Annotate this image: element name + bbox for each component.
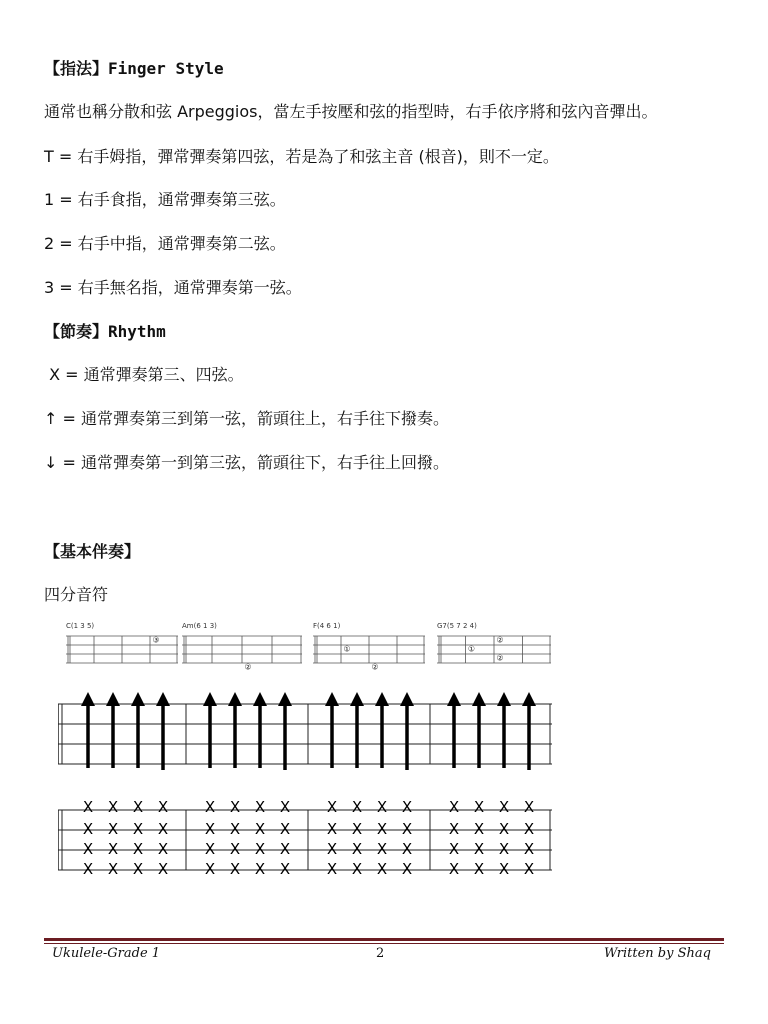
chord-diagram-f [313,618,425,674]
x-symbol: X [523,840,535,858]
x-symbol: X [229,798,241,816]
chord-name: F(4 6 1) [313,622,341,630]
x-symbol: X [401,860,413,878]
rhythm-heading [44,319,166,342]
page-number: 2 [376,946,385,961]
basic-accompaniment-heading: 【基本伴奏】 [44,542,141,561]
x-rhythm-staff [58,798,552,878]
x-symbol: X [157,820,169,838]
rhythm-title-zh: 【節奏】 [44,322,109,341]
chord-name: Am(6 1 3) [182,622,217,630]
quarter-note-label: 四分音符 [44,585,109,604]
strum-arrow-head [472,692,486,706]
x-symbol: X [326,840,338,858]
x-symbol: X [326,820,338,838]
x-symbol: X [204,798,216,816]
x-symbol: X [132,820,144,838]
x-symbol: X [254,860,266,878]
finger-marker: ① [467,644,476,654]
finger-marker: ② [371,662,379,672]
x-symbol: X [448,840,460,858]
strum-svg [58,690,552,772]
chord-svg [182,618,302,674]
x-symbol: X [132,860,144,878]
finger-item-middle: 2 = 右手中指，通常彈奏第二弦。 [44,234,286,253]
x-symbol: X [523,860,535,878]
x-symbol: X [351,860,363,878]
x-symbol: X [229,860,241,878]
finger-marker: ③ [152,635,160,645]
x-symbol: X [204,820,216,838]
x-symbol: X [82,820,94,838]
finger-marker: ② [496,653,504,663]
strum-arrow-head [228,692,242,706]
finger-item-thumb: T = 右手姆指，彈常彈奏第四弦，若是為了和弦主音 (根音)，則不一定。 [44,147,559,166]
x-symbol: X [523,798,535,816]
x-symbol: X [204,840,216,858]
strum-arrow-head [203,692,217,706]
x-staff-svg [58,798,552,878]
x-symbol: X [157,798,169,816]
x-symbol: X [107,860,119,878]
chord-svg [437,618,551,674]
x-symbol: X [448,860,460,878]
finger-style-description: 通常也稱分散和弦 Arpeggios，當左手按壓和弦的指型時，右手依序將和弦內音彈出。 [44,102,658,121]
strum-arrow-head [400,692,414,706]
x-symbol: X [473,798,485,816]
x-symbol: X [401,798,413,816]
x-symbol: X [326,860,338,878]
strum-arrow-head [131,692,145,706]
x-symbol: X [157,860,169,878]
x-symbol: X [229,840,241,858]
x-symbol: X [254,820,266,838]
chord-diagram-c [66,618,178,674]
x-symbol: X [498,840,510,858]
strum-arrow-head [156,692,170,706]
chord-name: C(1 3 5) [66,622,95,630]
x-symbol: X [448,798,460,816]
finger-marker: ① [343,644,351,654]
x-symbol: X [279,798,291,816]
finger-marker: ② [244,662,252,672]
footer-author: Written by Shaq [604,946,711,961]
rhythm-item-up: ↑ = 通常彈奏第三到第一弦，箭頭往上，右手往下撥奏。 [44,409,449,428]
x-symbol: X [132,840,144,858]
x-symbol: X [401,820,413,838]
x-symbol: X [107,820,119,838]
x-symbol: X [204,860,216,878]
strum-arrow-staff [58,690,552,772]
x-symbol: X [448,820,460,838]
chord-diagram-am [182,618,302,674]
finger-style-title-en: Finger Style [108,59,224,78]
strum-arrow-head [106,692,120,706]
rhythm-item-down: ↓ = 通常彈奏第一到第三弦，箭頭往下，右手往上回撥。 [44,453,449,472]
strum-arrow-head [375,692,389,706]
strum-arrow-head [253,692,267,706]
x-symbol: X [473,860,485,878]
rhythm-title-en: Rhythm [108,322,166,341]
finger-marker: ② [496,635,504,645]
x-symbol: X [132,798,144,816]
x-symbol: X [351,840,363,858]
chord-svg [66,618,178,674]
strum-arrow-head [81,692,95,706]
x-symbol: X [498,798,510,816]
x-symbol: X [523,820,535,838]
x-symbol: X [82,798,94,816]
x-symbol: X [279,820,291,838]
strum-arrow-head [325,692,339,706]
x-symbol: X [279,860,291,878]
chord-diagram-g7 [437,618,551,674]
x-symbol: X [376,860,388,878]
strum-arrow-head [278,692,292,706]
x-symbol: X [376,840,388,858]
x-symbol: X [82,860,94,878]
x-symbol: X [279,840,291,858]
finger-style-heading [44,56,224,79]
x-symbol: X [473,820,485,838]
strum-arrow-head [350,692,364,706]
finger-item-index: 1 = 右手食指，通常彈奏第三弦。 [44,190,286,209]
x-symbol: X [82,840,94,858]
footer-bar-thin [44,943,724,944]
x-symbol: X [498,860,510,878]
x-symbol: X [376,820,388,838]
chord-name: G7(5 7 2 4) [437,622,477,630]
x-symbol: X [107,840,119,858]
x-symbol: X [498,820,510,838]
rhythm-item-x: X = 通常彈奏第三、四弦。 [44,365,244,384]
footer-left-title: Ukulele-Grade 1 [52,946,161,961]
chord-svg [313,618,425,674]
x-symbol: X [326,798,338,816]
strum-arrow-head [522,692,536,706]
footer-bar-thick [44,938,724,941]
x-symbol: X [157,840,169,858]
x-symbol: X [473,840,485,858]
x-symbol: X [254,798,266,816]
x-symbol: X [351,820,363,838]
strum-arrow-head [497,692,511,706]
x-symbol: X [229,820,241,838]
x-symbol: X [351,798,363,816]
x-symbol: X [107,798,119,816]
x-symbol: X [254,840,266,858]
x-symbol: X [401,840,413,858]
finger-style-title-zh: 【指法】 [44,59,109,78]
finger-item-ring: 3 = 右手無名指，通常彈奏第一弦。 [44,278,302,297]
strum-arrow-head [447,692,461,706]
x-symbol: X [376,798,388,816]
